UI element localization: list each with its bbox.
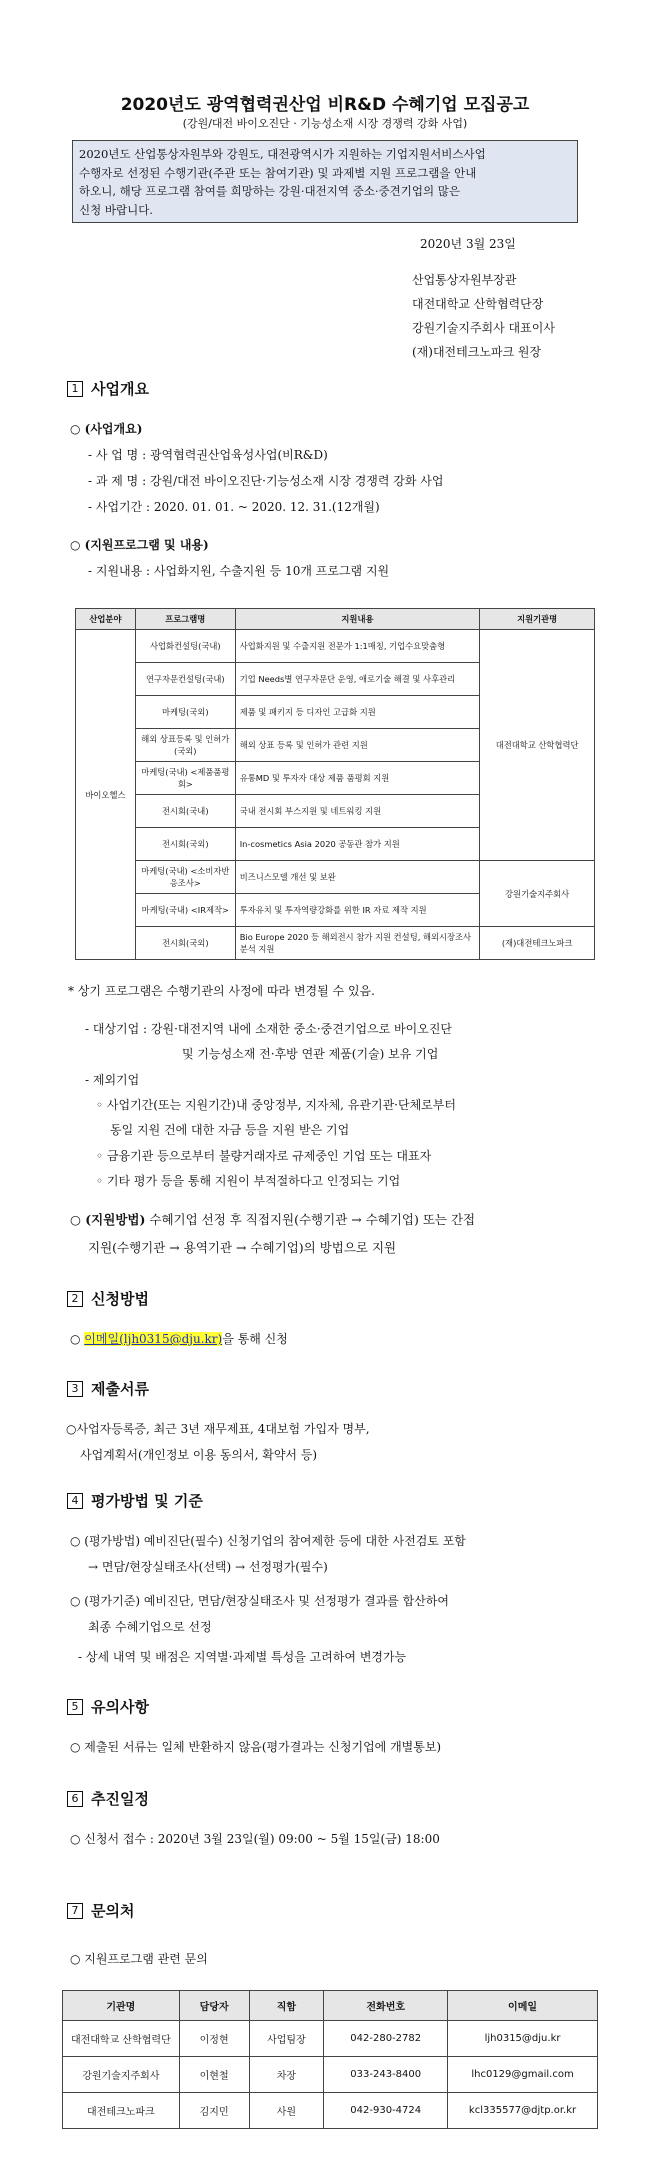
section-title: 제출서류 xyxy=(91,1380,149,1398)
apply-prefix: ○ xyxy=(70,1332,85,1346)
contact-table xyxy=(62,1990,598,2129)
target-line: - 제외기업 xyxy=(85,1073,140,1087)
overview-heading: ○ (사업개요) xyxy=(70,422,143,436)
overview-line: - 사업기간 : 2020. 01. 01. ~ 2020. 12. 31.(12개월) xyxy=(88,500,380,514)
program-content: 기업 Needs별 연구자문단 운영, 애로기술 해결 및 사후관리 xyxy=(235,663,480,696)
contact-position: 사원 xyxy=(249,2093,324,2129)
support-method-text: 수혜기업 선정 후 직접지원(수행기관 → 수혜기업) 또는 간접 xyxy=(145,1212,476,1227)
evaluation-line: ○ (평가방법) 예비진단(필수) 신청기업의 참여제한 등에 대한 사전검토 포함 xyxy=(70,1534,466,1548)
program-name: 마케팅(국내) <IR제작> xyxy=(135,894,235,927)
intro-box xyxy=(72,140,578,223)
issuer: 대전대학교 산학협력단장 xyxy=(412,297,544,311)
program-name: 마케팅(국외) xyxy=(135,696,235,729)
target-line: - 대상기업 : 강원·대전지역 내에 소재한 중소·중견기업으로 바이오진단 xyxy=(85,1022,453,1036)
table-header-row xyxy=(76,609,595,630)
section-number: 1 xyxy=(67,381,83,397)
section-heading-apply xyxy=(67,1288,149,1309)
table-row xyxy=(63,2021,598,2057)
exclusion-line: ◦ 사업기간(또는 지원기간)내 중앙정부, 지자체, 유관기관·단체로부터 xyxy=(96,1098,456,1112)
overview-line: - 과 제 명 : 강원/대전 바이오진단·기능성소재 시장 경쟁력 강화 사업 xyxy=(88,474,444,488)
page-subtitle: (강원/대전 바이오진단 · 기능성소재 시장 경쟁력 강화 사업) xyxy=(182,117,468,130)
contact-phone: 042-930-4724 xyxy=(324,2093,448,2129)
issuer-list xyxy=(412,268,555,364)
announcement-date: 2020년 3월 23일 xyxy=(420,237,516,251)
contact-person: 이현철 xyxy=(179,2057,249,2093)
schedule-line: ○ 신청서 접수 : 2020년 3월 23일(월) 09:00 ~ 5월 15일(금) 18:00 xyxy=(70,1832,440,1846)
program-name: 사업화컨설팅(국내) xyxy=(135,630,235,663)
section-heading-contact xyxy=(67,1900,134,1921)
section-title: 신청방법 xyxy=(91,1290,149,1308)
intro-line: 하오니, 해당 프로그램 참여를 희망하는 강원·대전지역 중소·중견기업의 많은 xyxy=(79,184,460,198)
exclusion-line: ◦ 금융기관 등으로부터 불량거래자로 규제중인 기업 또는 대표자 xyxy=(96,1149,432,1163)
table-header: 산업분야 xyxy=(76,609,136,630)
program-content: 투자유치 및 투자역량강화를 위한 IR 자료 제작 지원 xyxy=(235,894,480,927)
table-header: 이메일 xyxy=(448,1991,598,2021)
table-row xyxy=(76,927,595,960)
contact-position: 차장 xyxy=(249,2057,324,2093)
program-name: 전시회(국외) xyxy=(135,927,235,960)
intro-line: 신청 바랍니다. xyxy=(79,202,153,217)
section-number: 3 xyxy=(67,1381,83,1397)
program-content: 유통MD 및 투자자 대상 제품 품평회 지원 xyxy=(235,762,480,795)
evaluation-line: ○ (평가기준) 예비진단, 면담/현장실태조사 및 선정평가 결과를 합산하여 xyxy=(70,1594,449,1608)
issuer: 산업통상자원부장관 xyxy=(412,273,517,287)
agency-name: 강원기술지주회사 xyxy=(480,861,595,927)
table-row xyxy=(76,861,595,894)
table-header: 담당자 xyxy=(179,1991,249,2021)
contact-email[interactable]: kcl335577@djtp.or.kr xyxy=(448,2093,598,2129)
section-heading-documents xyxy=(67,1378,149,1399)
table-row xyxy=(63,2057,598,2093)
table-row xyxy=(76,630,595,663)
evaluation-line: → 면담/현장실태조사(선택) → 선정평가(필수) xyxy=(88,1560,328,1574)
contact-org: 대전대학교 산학협력단 xyxy=(63,2021,180,2057)
program-content: 사업화지원 및 수출지원 전문가 1:1매칭, 기업수요맞춤형 xyxy=(235,630,480,663)
section-heading-schedule xyxy=(67,1788,149,1809)
contact-person: 이정현 xyxy=(179,2021,249,2057)
contact-email[interactable]: ljh0315@dju.kr xyxy=(448,2021,598,2057)
evaluation-line: 최종 수혜기업으로 선정 xyxy=(88,1620,212,1634)
program-heading: ○ (지원프로그램 및 내용) xyxy=(70,538,209,552)
contact-org: 대전테크노파크 xyxy=(63,2093,180,2129)
table-header: 전화번호 xyxy=(324,1991,448,2021)
program-content: In-cosmetics Asia 2020 공동관 참가 지원 xyxy=(235,828,480,861)
target-line: 및 기능성소재 전·후방 연관 제품(기술) 보유 기업 xyxy=(182,1047,439,1061)
issuer: 강원기술지주회사 대표이사 xyxy=(412,321,555,335)
program-content: 국내 전시회 부스지원 및 네트워킹 지원 xyxy=(235,795,480,828)
program-name: 해외 상표등록 및 인허가(국외) xyxy=(135,729,235,762)
section-title: 문의처 xyxy=(91,1902,135,1920)
overview-line: - 사 업 명 : 광역협력권산업육성사업(비R&D) xyxy=(88,448,328,462)
section-title: 유의사항 xyxy=(91,1698,149,1716)
page-title: 2020년도 광역협력권산업 비R&D 수혜기업 모집공고 xyxy=(120,95,530,115)
program-content: Bio Europe 2020 등 해외전시 참가 지원 컨설팅, 해외시장조사 분석 지원 xyxy=(235,927,480,960)
section-heading-evaluation xyxy=(67,1490,203,1511)
table-header-row xyxy=(63,1991,598,2021)
program-name: 전시회(국외) xyxy=(135,828,235,861)
agency-name: (재)대전테크노파크 xyxy=(480,927,595,960)
contact-org: 강원기술지주회사 xyxy=(63,2057,180,2093)
support-method xyxy=(70,1210,475,1228)
agency-name: 대전대학교 산학협력단 xyxy=(480,630,595,861)
section-number: 7 xyxy=(67,1903,83,1919)
section-number: 2 xyxy=(67,1291,83,1307)
apply-suffix: 을 통해 신청 xyxy=(222,1332,288,1346)
program-content: 비즈니스모델 개선 및 보완 xyxy=(235,861,480,894)
exclusion-line: 동일 지원 건에 대한 자금 등을 지원 받은 기업 xyxy=(110,1123,350,1137)
apply-email-link[interactable]: 이메일(ljh0315@dju.kr) xyxy=(84,1332,223,1346)
contact-position: 사업팀장 xyxy=(249,2021,324,2057)
apply-line xyxy=(70,1330,288,1347)
program-note: * 상기 프로그램은 수행기관의 사정에 따라 변경될 수 있음. xyxy=(68,984,375,998)
section-number: 4 xyxy=(67,1493,83,1509)
program-content: 해외 상표 등록 및 인허가 관련 지원 xyxy=(235,729,480,762)
documents-line: ○사업자등록증, 최근 3년 재무제표, 4대보험 가입자 명부, xyxy=(66,1422,370,1436)
table-header: 직함 xyxy=(249,1991,324,2021)
program-name: 전시회(국내) xyxy=(135,795,235,828)
support-method-text: 지원(수행기관 → 용역기관 → 수혜기업)의 방법으로 지원 xyxy=(88,1240,397,1255)
contact-phone: 042-280-2782 xyxy=(324,2021,448,2057)
notice-line: ○ 제출된 서류는 일체 반환하지 않음(평가결과는 신청기업에 개별통보) xyxy=(70,1740,442,1754)
issuer: (재)대전테크노파크 원장 xyxy=(412,345,542,359)
table-row xyxy=(63,2093,598,2129)
section-title: 사업개요 xyxy=(91,380,149,398)
program-name: 연구자문컨설팅(국내) xyxy=(135,663,235,696)
program-table xyxy=(75,608,595,960)
section-title: 평가방법 및 기준 xyxy=(91,1492,203,1510)
table-header: 지원기관명 xyxy=(480,609,595,630)
section-title: 추진일정 xyxy=(91,1790,149,1808)
section-number: 5 xyxy=(67,1699,83,1715)
documents-line: 사업계획서(개인정보 이용 동의서, 확약서 등) xyxy=(80,1448,318,1462)
contact-person: 김지민 xyxy=(179,2093,249,2129)
contact-email[interactable]: lhc0129@gmail.com xyxy=(448,2057,598,2093)
program-name: 마케팅(국내) <소비자반응조사> xyxy=(135,861,235,894)
contact-phone: 033-243-8400 xyxy=(324,2057,448,2093)
intro-line: 2020년도 산업통상자원부와 강원도, 대전광역시가 지원하는 기업지원서비스사업 xyxy=(79,147,486,161)
exclusion-line: ◦ 기타 평가 등을 통해 지원이 부적절하다고 인정되는 기업 xyxy=(96,1174,401,1188)
section-heading-overview xyxy=(67,378,149,399)
table-header: 지원내용 xyxy=(235,609,480,630)
section-heading-notice xyxy=(67,1696,149,1717)
section-number: 6 xyxy=(67,1791,83,1807)
contact-intro: ○ 지원프로그램 관련 문의 xyxy=(70,1952,208,1966)
table-header: 프로그램명 xyxy=(135,609,235,630)
program-content: 제품 및 패키지 등 디자인 고급화 지원 xyxy=(235,696,480,729)
industry-field: 바이오헬스 xyxy=(76,630,136,960)
support-method-label: ○ (지원방법) xyxy=(70,1212,146,1227)
intro-line: 수행자로 선정된 수행기관(주관 또는 참여기관) 및 과제별 지원 프로그램을 안내 xyxy=(79,165,477,180)
table-header: 기관명 xyxy=(63,1991,180,2021)
program-name: 마케팅(국내) <제품품평회> xyxy=(135,762,235,795)
program-desc: - 지원내용 : 사업화지원, 수출지원 등 10개 프로그램 지원 xyxy=(88,564,390,578)
evaluation-line: - 상세 내역 및 배점은 지역별·과제별 특성을 고려하여 변경가능 xyxy=(78,1650,407,1664)
